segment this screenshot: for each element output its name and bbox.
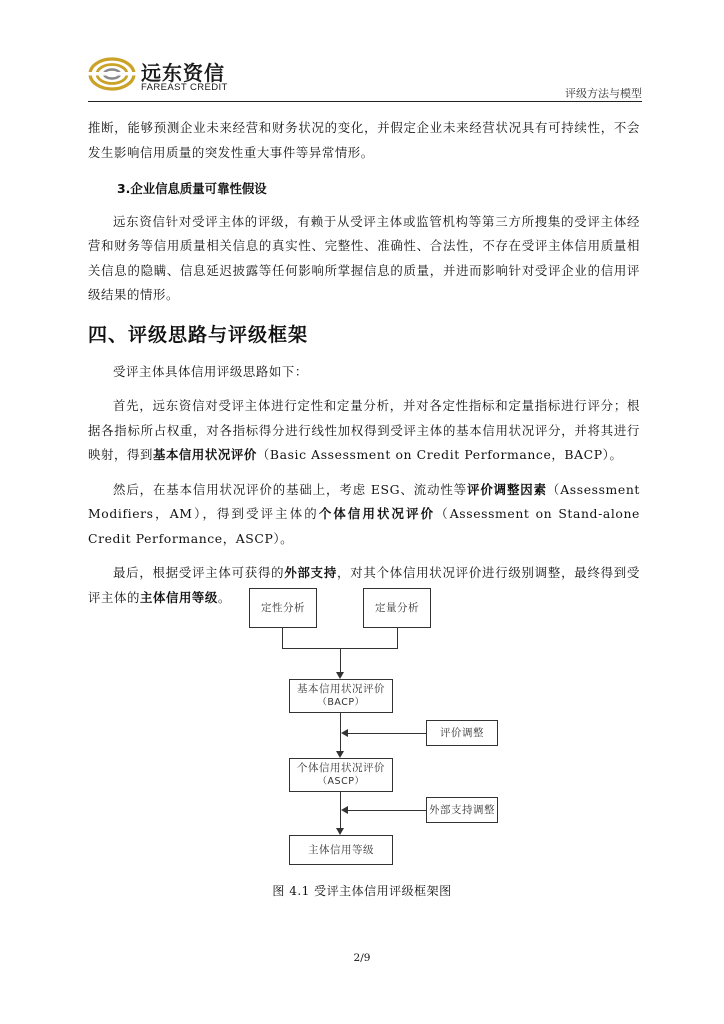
paragraph-intro: 受评主体具体信用评级思路如下： bbox=[113, 363, 308, 379]
connector bbox=[340, 648, 341, 673]
fareast-logo-icon bbox=[88, 56, 136, 92]
term-am: 评价调整因素 bbox=[467, 481, 547, 497]
term-issuer-rating: 主体信用等级 bbox=[139, 589, 218, 605]
brand-name-en: FAREAST CREDIT bbox=[141, 82, 228, 93]
page-header bbox=[0, 0, 724, 104]
brand-name-cn: 远东资信 bbox=[141, 61, 225, 85]
paragraph-info-quality: 远东资信针对受评主体的评级，有赖于从受评主体或监管机构等第三方所搜集的受评主体经营和财务等信用质量相关信息的真实性、完整性、准确性、合法性，不存在受评主体信用质量相关信息的隐瞒、信息延迟披露等任何影响所掌握信息的质量，并进而影响针对受评企业的信用评级结果的情形。 bbox=[88, 213, 640, 302]
box-quantitative-analysis: 定量分析 bbox=[363, 588, 431, 628]
arrow-left-icon bbox=[341, 806, 348, 814]
box-qualitative-analysis: 定性分析 bbox=[249, 588, 317, 628]
header-section-title: 评级方法与模型 bbox=[565, 87, 642, 100]
term-external-support: 外部支持 bbox=[284, 565, 338, 580]
subsection-heading: 3.企业信息质量可靠性假设 bbox=[117, 181, 267, 196]
paragraph-continuation: 推断，能够预测企业未来经营和财务状况的变化，并假定企业未来经营状况具有可持续性，不会发生影响信用质量的突发性重大事件等异常情形。 bbox=[88, 120, 640, 160]
term-ascp: 个体信用状况评价 bbox=[318, 506, 436, 521]
arrow-down-icon bbox=[336, 828, 344, 835]
paragraph-final-step: 最后，根据受评主体可获得的外部支持，对其个体信用状况评价进行级别调整，最终得到受评主体的主体信用等级。 bbox=[88, 565, 640, 605]
header-divider bbox=[88, 101, 642, 102]
connector bbox=[340, 792, 341, 829]
connector bbox=[282, 628, 283, 648]
box-issuer-rating: 主体信用等级 bbox=[289, 835, 393, 865]
box-bacp: 基本信用状况评价 （BACP） bbox=[289, 679, 393, 713]
page-number: 2/9 bbox=[353, 952, 371, 964]
figure-caption: 图 4.1 受评主体信用评级框架图 bbox=[272, 884, 452, 898]
page-content bbox=[88, 116, 640, 610]
arrow-down-icon bbox=[336, 672, 344, 679]
paragraph-first-step: 首先，远东资信对受评主体进行定性和定量分析，并对各定性指标和定量指标进行评分；根据各指标所占权重，对各指标得分进行线性加权得到受评主体的基本信用状况评分，并将其进行映射，得到基本信用状况评价（Basic Assessment on Credit Performance，BACP）。 bbox=[88, 398, 640, 462]
connector bbox=[340, 713, 341, 752]
box-external-support: 外部支持调整 bbox=[426, 797, 498, 823]
arrow-left-icon bbox=[341, 729, 348, 737]
connector bbox=[347, 733, 426, 734]
paragraph-second-step: 然后，在基本信用状况评价的基础上，考虑 ESG、流动性等评价调整因素（Assessment Modifiers，AM），得到受评主体的个体信用状况评价（Assessment on Stand-alone Credit Performance，ASCP）。 bbox=[88, 481, 640, 546]
arrow-down-icon bbox=[336, 751, 344, 758]
connector bbox=[347, 810, 426, 811]
box-adjustment: 评价调整 bbox=[426, 720, 498, 746]
box-ascp: 个体信用状况评价 （ASCP） bbox=[289, 758, 393, 792]
section-heading: 四、评级思路与评级框架 bbox=[88, 323, 309, 346]
term-bacp: 基本信用状况评价 bbox=[152, 447, 257, 462]
connector bbox=[397, 628, 398, 648]
connector bbox=[282, 648, 398, 649]
